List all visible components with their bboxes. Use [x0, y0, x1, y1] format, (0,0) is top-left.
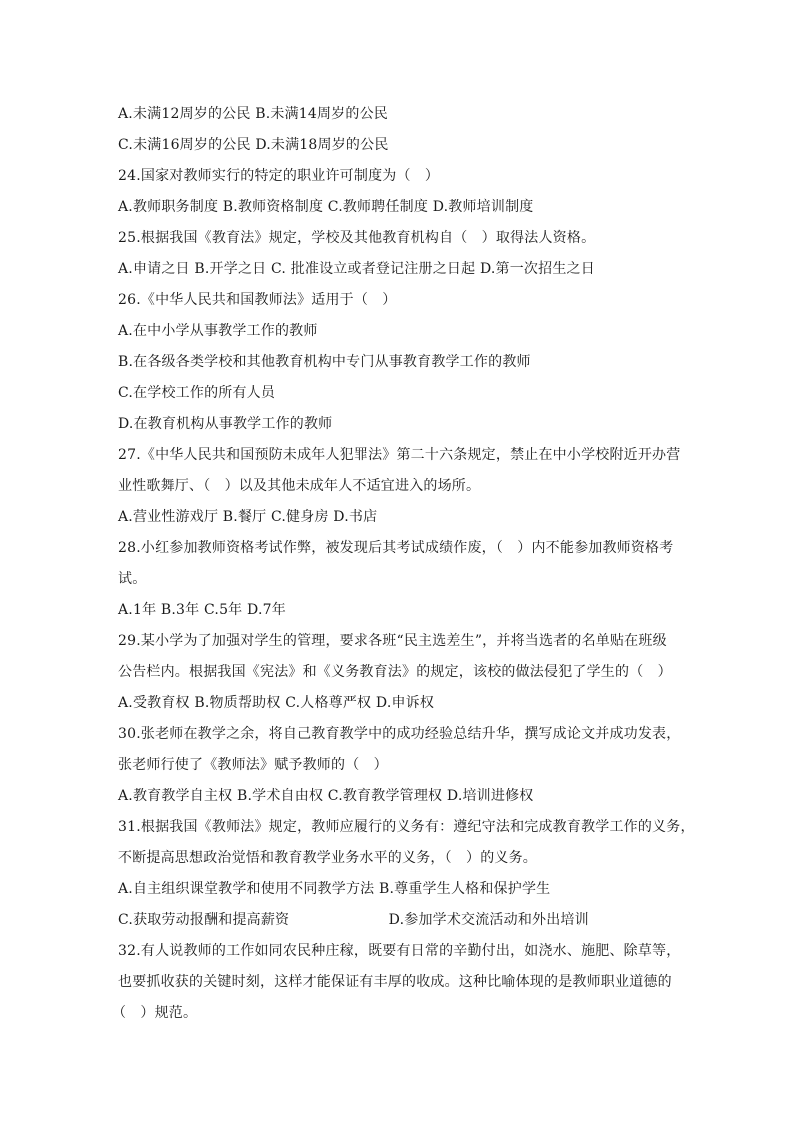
question-28-line2: 试。 — [118, 571, 147, 587]
question-32-line3: （ ）规范。 — [112, 1005, 198, 1021]
question-30-line2: 张老师行使了《教师法》赋予教师的（ ） — [118, 757, 388, 773]
question-32-line2: 也要抓收获的关键时刻，这样才能保证有丰厚的收成。这种比喻体现的是教师职业道德的 — [118, 974, 672, 990]
option-26d: D.在教育机构从事教学工作的教师 — [118, 416, 333, 432]
options-31cd: C.获取劳动报酬和提高薪资 D.参加学术交流活动和外出培训 — [118, 912, 589, 928]
option-line-23ab: A.未满12周岁的公民 B.未满14周岁的公民 — [118, 106, 388, 122]
option-26c: C.在学校工作的所有人员 — [118, 385, 276, 401]
question-29-line2: 公告栏内。根据我国《宪法》和《义务教育法》的规定，该校的做法侵犯了学生的（ ） — [118, 664, 672, 680]
question-27-line2: 业性歌舞厅、（ ）以及其他未成年人不适宜进入的场所。 — [118, 478, 481, 494]
question-31-line1: 31.根据我国《教师法》规定，教师应履行的义务有：遵纪守法和完成教育教学工作的义务， — [118, 819, 695, 835]
question-31-line2: 不断提高思想政治觉悟和教育教学业务水平的义务，（ ）的义务。 — [118, 850, 537, 866]
options-28: A.1年 B.3年 C.5年 D.7年 — [118, 602, 286, 618]
question-25: 25.根据我国《教育法》规定，学校及其他教育机构自（ ）取得法人资格。 — [118, 230, 596, 246]
option-26b: B.在各级各类学校和其他教育机构中专门从事教育教学工作的教师 — [118, 354, 531, 370]
question-27-line1: 27.《中华人民共和国预防未成年人犯罪法》第二十六条规定，禁止在中小学校附近开办营 — [118, 447, 681, 463]
options-30: A.教育教学自主权 B.学术自由权 C.教育教学管理权 D.培训进修权 — [118, 788, 534, 804]
options-31ab: A.自主组织课堂教学和使用不同教学方法 B.尊重学生人格和保护学生 — [118, 881, 551, 897]
option-26a: A.在中小学从事教学工作的教师 — [118, 323, 318, 339]
options-27: A.营业性游戏厅 B.餐厅 C.健身房 D.书店 — [118, 509, 378, 525]
question-26: 26.《中华人民共和国教师法》适用于（ ） — [118, 292, 397, 308]
options-29: A.受教育权 B.物质帮助权 C.人格尊严权 D.申诉权 — [118, 695, 435, 711]
options-24: A.教师职务制度 B.教师资格制度 C.教师聘任制度 D.教师培训制度 — [118, 199, 534, 215]
question-28-line1: 28.小红参加教师资格考试作弊，被发现后其考试成绩作废，（ ）内不能参加教师资格考 — [118, 540, 674, 556]
options-25: A.申请之日 B.开学之日 C. 批准设立或者登记注册之日起 D.第一次招生之日 — [118, 261, 595, 277]
option-line-23cd: C.未满16周岁的公民 D.未满18周岁的公民 — [118, 137, 389, 153]
question-30-line1: 30.张老师在教学之余，将自己教育教学中的成功经验总结升华，撰写成论文并成功发表， — [118, 726, 681, 742]
question-24: 24.国家对教师实行的特定的职业许可制度为（ ） — [118, 168, 440, 184]
question-29-line1: 29.某小学为了加强对学生的管理，要求各班“民主选差生”，并将当选者的名单贴在班级 — [118, 633, 667, 649]
question-32-line1: 32.有人说教师的工作如同农民种庄稼，既要有日常的辛勤付出，如浇水、施肥、除草等， — [118, 943, 681, 959]
